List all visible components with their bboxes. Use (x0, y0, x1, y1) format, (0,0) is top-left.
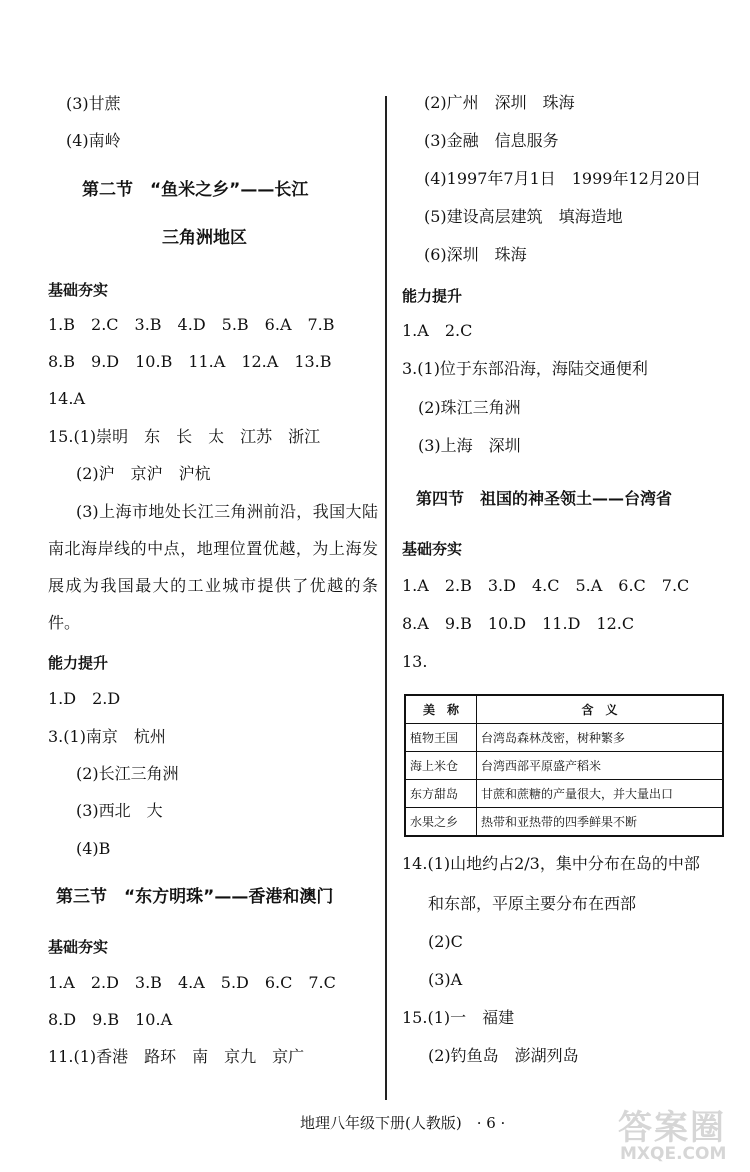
answer-line: (3)西北 大 (76, 801, 163, 820)
answer-line: 11.(1)香港 路环 南 京九 京广 (48, 1047, 305, 1066)
answer-line: 8.A 9.B 10.D 11.D 12.C (402, 614, 635, 633)
answer-line: (2)沪 京沪 沪杭 (76, 464, 211, 483)
answer-line: 3.(1)位于东部沿海，海陆交通便利 (402, 359, 648, 378)
answer-line: (6)深圳 珠海 (424, 245, 527, 264)
heading-ability: 能力提升 (48, 654, 109, 672)
answer-line: 1.A 2.D 3.B 4.A 5.D 6.C 7.C (48, 973, 336, 992)
answer-line: (3)甘蔗 (66, 94, 121, 113)
table-cell-name: 海上米仓 (405, 752, 477, 780)
answer-line: 1.A 2.C (402, 321, 473, 340)
section-4-title: 第四节 祖国的神圣领土——台湾省 (416, 489, 673, 508)
watermark-url: MXQE.COM (620, 1144, 727, 1164)
answer-paragraph: (3)上海市地处长江三角洲前沿，我国大陆南北海岸线的中点，地理位置优越，为上海发展成为我国最大的工业城市提供了优越的条件。 (48, 502, 378, 632)
column-divider (385, 96, 387, 1100)
watermark-logo (618, 1100, 746, 1166)
answer-line: 13. (402, 652, 428, 671)
answer-line: (2)珠江三角洲 (418, 398, 521, 417)
answer-line: 和东部，平原主要分布在西部 (428, 894, 637, 913)
page-footer: 地理八年级下册(人教版) · 6 · (300, 1114, 506, 1132)
section-3-title: 第三节 “东方明珠”——香港和澳门 (56, 887, 334, 907)
table-cell-name: 植物王国 (405, 724, 477, 752)
answer-line: 1.A 2.B 3.D 4.C 5.A 6.C 7.C (402, 576, 690, 595)
heading-basic: 基础夯实 (48, 281, 109, 299)
answer-line: (3)A (428, 970, 463, 989)
answer-line: (2)长江三角洲 (76, 764, 179, 783)
answer-line: 15.(1)崇明 东 长 太 江苏 浙江 (48, 427, 321, 446)
answer-line: (4)B (76, 839, 111, 858)
table-row (405, 780, 723, 808)
answer-line: 1.B 2.C 3.B 4.D 5.B 6.A 7.B (48, 315, 335, 334)
answer-line: (4)1997年7月1日 1999年12月20日 (424, 169, 702, 188)
answer-line: 14.A (48, 389, 85, 408)
heading-basic: 基础夯实 (402, 540, 463, 558)
answer-line: 15.(1)一 福建 (402, 1008, 515, 1027)
section-2-title-cont: 三角洲地区 (162, 228, 247, 248)
answer-line: (2)广州 深圳 珠海 (424, 93, 575, 112)
table-row (405, 752, 723, 780)
answer-line: (2)钓鱼岛 澎湖列岛 (428, 1046, 579, 1065)
answer-line: (3)金融 信息服务 (424, 131, 559, 150)
table-cell-meaning: 甘蔗和蔗糖的产量很大，并大量出口 (477, 780, 724, 808)
answer-line: 14.(1)山地约占2/3，集中分布在岛的中部 (402, 854, 700, 873)
table-row (405, 808, 723, 837)
table-cell-meaning: 台湾西部平原盛产稻米 (477, 752, 724, 780)
table-cell-name: 东方甜岛 (405, 780, 477, 808)
table-cell-meaning: 台湾岛森林茂密，树种繁多 (477, 724, 724, 752)
watermark-text: 答案圈 (618, 1108, 726, 1148)
table-header-cell: 含 义 (477, 695, 724, 724)
section-2-title: 第二节 “鱼米之乡”——长江 (82, 180, 309, 200)
answer-line: 8.B 9.D 10.B 11.A 12.A 13.B (48, 352, 332, 371)
table-header-row (405, 695, 723, 724)
answer-line: 3.(1)南京 杭州 (48, 727, 166, 746)
nickname-table (404, 694, 724, 837)
table-header-cell: 美 称 (405, 695, 477, 724)
table-row (405, 724, 723, 752)
answer-line: (2)C (428, 932, 463, 951)
answer-line: 1.D 2.D (48, 689, 121, 708)
heading-basic: 基础夯实 (48, 938, 109, 956)
answer-line: (5)建设高层建筑 填海造地 (424, 207, 623, 226)
table-cell-name: 水果之乡 (405, 808, 477, 837)
answer-line: 8.D 9.B 10.A (48, 1010, 173, 1029)
answer-line: (3)上海 深圳 (418, 436, 521, 455)
heading-ability: 能力提升 (402, 287, 463, 305)
table-cell-meaning: 热带和亚热带的四季鲜果不断 (477, 808, 724, 837)
answer-line: (4)南岭 (66, 131, 121, 150)
